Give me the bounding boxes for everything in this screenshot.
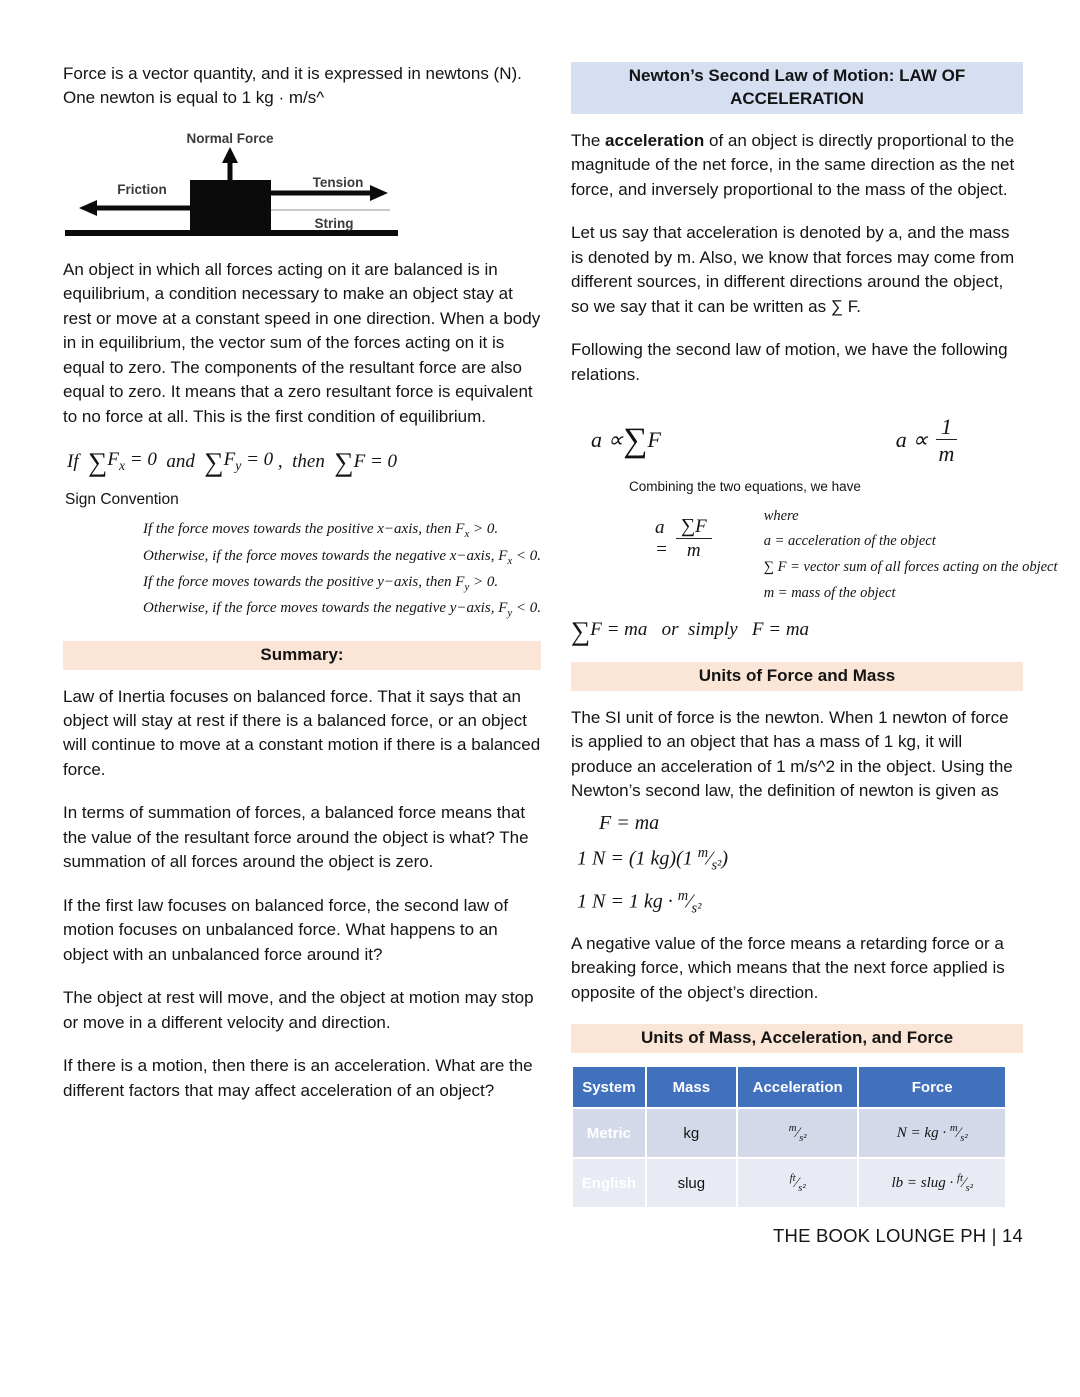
normal-force-arrowhead <box>222 147 238 163</box>
equilibrium-paragraph: An object in which all forces acting on it are balanced is in equilibrium, a condition necessary to make an object stay at rest or move at a constant speed in one direction. When a body in in equilibrium, the vector sum of the forces acting on it is equal to zero. The components of the resultant force are also equal to zero. It means that a zero resultant force is equivalent to no force at all. This is the first condition of equilibrium. <box>63 259 541 426</box>
metric-acceleration-cell: $^m⁄_{s^2}$ <box>737 1108 859 1158</box>
f-equals-ma-equation <box>599 812 1023 835</box>
english-force-cell: lb = slug · $^{ft}⁄_{s^2}$ <box>858 1158 1006 1208</box>
fraction <box>676 516 712 562</box>
summary-heading: Summary: <box>63 641 541 670</box>
table-row-english <box>572 1158 1006 1208</box>
newton-definition-equation-2 <box>577 888 1023 918</box>
row-label-english: English <box>572 1158 646 1208</box>
si-unit-paragraph: The SI unit of force is the newton. When 1 newton of force is applied to an object that has a mass of 1 kg, it will produce an acceleration of 1 m/s^2 in the object. Using the Newton’s second law, the definition of newton is given as <box>571 707 1013 801</box>
eq-text: F <box>695 515 707 537</box>
metric-force-cell: N = kg · $^m⁄_{s^2}$ <box>858 1108 1006 1158</box>
proportionality-equations <box>571 406 1023 469</box>
table-header-force: Force <box>858 1066 1006 1108</box>
summary-paragraph: Law of Inertia focuses on balanced force. That it says that an object will stay at rest if there is a balanced force, or an object will continue to move at a constant motion if there is a balanced force. <box>63 686 541 779</box>
newton-definition-equation-1 <box>577 845 1023 875</box>
row-label-metric: Metric <box>572 1108 646 1158</box>
block <box>190 180 271 230</box>
units-force-mass-heading: Units of Force and Mass <box>571 662 1023 691</box>
negative-force-paragraph: A negative value of the force means a retarding force or a breaking force, which means that the next force applied is opposite of the object’s direction. <box>571 934 1005 1002</box>
normal-force-label: Normal Force <box>186 130 274 146</box>
force-diagram <box>63 130 541 244</box>
eq-text: , then <box>273 450 335 472</box>
fraction-denominator: m <box>938 441 955 467</box>
summary-paragraph: If there is a motion, then there is an acceleration. What are the different factors that may affect acceleration of an object? <box>63 1056 533 1100</box>
eq-text: F = ma or simply F = ma <box>590 619 810 641</box>
intro-paragraph: Force is a vector quantity, and it is expressed in newtons (N). One newton is equal to 1 kg · m/s^ <box>63 64 522 108</box>
summary-paragraph: The object at rest will move, and the object at motion may stop or move in a different velocity and direction. <box>63 988 534 1032</box>
where-line: where <box>763 507 799 524</box>
denote-paragraph: Let us say that acceleration is denoted by a, and the mass is denoted by m. Also, we know that forces may come from different sources, in different directions around the object, so we say that it can be written as ∑ F. <box>571 223 1015 316</box>
fraction-numerator <box>676 516 712 539</box>
sigma-symbol: ∑ <box>623 422 648 460</box>
combining-caption: Combining the two equations, we have <box>629 478 861 494</box>
sign-convention-line: Otherwise, if the force moves towards the negative y−axis, $F_y < 0$. <box>143 600 542 620</box>
equilibrium-equation <box>67 447 541 478</box>
tension-arrowhead <box>370 185 388 201</box>
relations-paragraph: Following the second law of motion, we have the following relations. <box>571 340 1008 384</box>
english-acceleration-cell: $^{ft}⁄_{s^2}$ <box>737 1158 859 1208</box>
summary-paragraph: In terms of summation of forces, a balanced force means that the value of the resultant force around the object is what? The summation of all forces around the object is zero. <box>63 803 529 872</box>
english-mass-cell: slug <box>646 1158 737 1208</box>
units-table <box>571 1065 1007 1209</box>
sigma-symbol: ∑ <box>334 447 354 478</box>
eq-text: If <box>67 450 89 472</box>
eq-text: $F_x = 0$ <box>107 449 157 474</box>
tension-label: Tension <box>312 174 364 190</box>
eq-text: F = ma <box>599 811 660 834</box>
table-header-acceleration: Acceleration <box>737 1066 859 1108</box>
sign-convention-block <box>143 517 541 622</box>
eq-text: a = <box>655 516 668 560</box>
a-equals-sumF-over-m-equation <box>655 516 712 562</box>
where-line: ∑ F = vector sum of all forces acting on the object <box>763 559 1058 576</box>
table-header-mass: Mass <box>646 1066 737 1108</box>
fraction-numerator: 1 <box>936 414 957 440</box>
eq-text: F = 0 <box>353 450 398 472</box>
summary-paragraph: If the first law focuses on balanced force, the second law of motion focuses on unbalanced force. What happens to an object with an unbalanced force around it? <box>63 895 509 964</box>
metric-mass-cell: kg <box>646 1108 737 1158</box>
sign-convention-label: Sign Convention <box>65 491 179 509</box>
eq-text: and <box>156 450 205 472</box>
table-row-metric <box>572 1108 1006 1158</box>
sigma-symbol: ∑ <box>204 447 224 478</box>
eq-text: 1 N = 1 kg · $^m⁄_{s^2}$ <box>577 888 702 917</box>
friction-arrowhead <box>79 200 97 216</box>
page-footer: THE BOOK LOUNGE PH | 14 <box>773 1225 1023 1247</box>
a-proportional-force-equation <box>591 422 661 460</box>
sigma-symbol: ∑ <box>571 615 591 646</box>
eq-text: F <box>647 427 661 453</box>
acceleration-paragraph: The acceleration of an object is directly proportional to the magnitude of the net force, in the same direction as the net force, and inversely proportional to the mass of the object. <box>571 130 1015 199</box>
a-proportional-inverse-mass-equation <box>896 414 957 467</box>
where-definitions <box>764 504 1058 607</box>
fraction <box>936 414 957 467</box>
eq-text: $F_y = 0$ <box>223 449 274 474</box>
friction-label: Friction <box>117 181 167 197</box>
units-table-heading: Units of Mass, Acceleration, and Force <box>571 1024 1023 1053</box>
sumF-equals-ma-equation <box>571 617 1023 644</box>
sigma-symbol: ∑ <box>88 447 108 478</box>
right-column <box>571 62 1058 1247</box>
left-column <box>63 62 541 1247</box>
table-header-row <box>572 1066 1006 1108</box>
sign-convention-line: Otherwise, if the force moves towards the negative x−axis, $F_x < 0$. <box>143 547 542 567</box>
sign-convention-line: If the force moves towards the positive y−axis, then $F_y > 0$. <box>143 573 499 593</box>
string-label: String <box>314 215 354 231</box>
sign-convention-line: If the force moves towards the positive x−axis, then $F_x > 0$. <box>143 521 499 541</box>
eq-text: a ∝ <box>895 427 928 453</box>
second-law-heading: Newton’s Second Law of Motion: LAW OF ACCELERATION <box>571 62 1023 114</box>
eq-text: 1 N = (1 kg)(1 $^m⁄_{s^2}$) <box>577 844 729 874</box>
where-line: a = acceleration of the object <box>763 533 936 550</box>
where-line: m = mass of the object <box>763 585 896 602</box>
combined-equation-row <box>655 504 1058 607</box>
table-header-system: System <box>572 1066 646 1108</box>
eq-text: a ∝ <box>591 427 624 453</box>
sigma-symbol: ∑ <box>680 514 696 537</box>
fraction-denominator: m <box>686 539 701 561</box>
